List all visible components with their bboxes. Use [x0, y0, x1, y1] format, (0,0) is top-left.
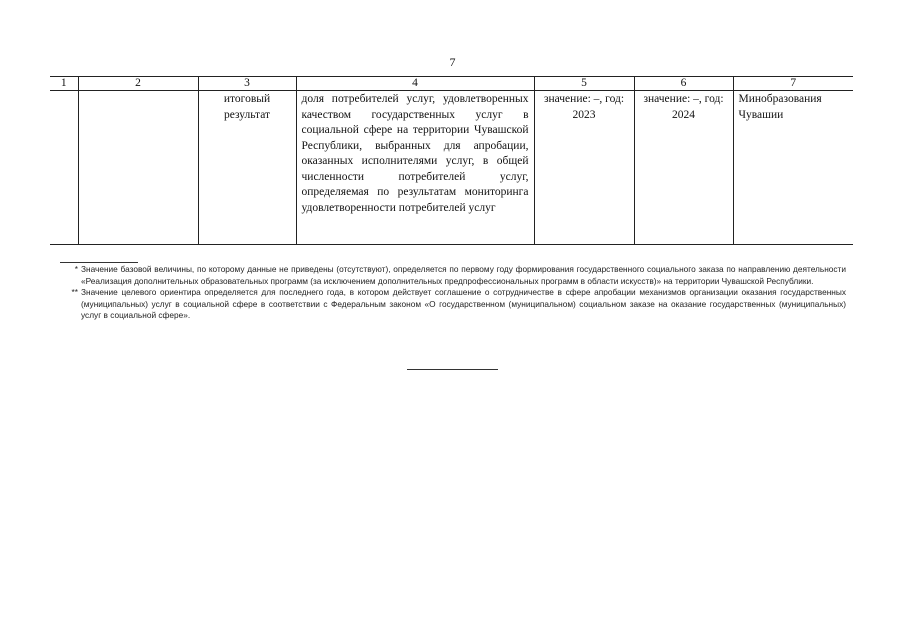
cell-responsible: Минобразования Чувашии: [733, 91, 853, 245]
column-header-5: 5: [534, 77, 634, 91]
cell-target-value: значение: –, год: 2024: [634, 91, 733, 245]
footnote-marker: *: [74, 264, 78, 274]
footnote-text: Значение целевого ориентира определяется для последнего года, в котором действует соглашение о сотрудничестве в сфере апробации механизмов организации оказания государственных (муниципальных) услуг в социальной сфере в соответствии с Федеральным законом «О государственном (муниципальном) социальном заказе на оказание государственных (муниципальных) услуг в социальной сфере».: [81, 287, 846, 320]
cell-base-value: значение: –, год: 2023: [534, 91, 634, 245]
cell-indicator: доля потребителей услуг, удовлетворенных качеством государственных услуг в социальной сфере на территории Чувашской Республики, выбранных для апробации, оказанных исполнителями услуг, в общей численности потребителей услуг, определяемая по результатам мониторинга удовлетворенности потребителей услуг: [296, 91, 534, 245]
footnote-divider: [60, 262, 138, 263]
column-header-3: 3: [198, 77, 296, 91]
page-number: 7: [449, 55, 456, 69]
end-of-document-line: [407, 369, 498, 370]
main-table: [50, 76, 853, 245]
column-header-6: 6: [634, 77, 733, 91]
column-header-2: 2: [78, 77, 198, 91]
table-header-row: [50, 77, 853, 91]
footnotes: [58, 264, 846, 322]
footnote-item: [58, 287, 846, 322]
column-header-4: 4: [296, 77, 534, 91]
column-header-1: 1: [50, 77, 78, 91]
footnote-text: Значение базовой величины, по которому данные не приведены (отсутствуют), определяется по первому году формирования государственного социального заказа по направлению деятельности «Реализация дополнительных образовательных программ (за исключением дополнительных предпрофессиональных программ в области искусств)» на территории Чувашской Республики.: [81, 264, 846, 286]
table-row: [50, 91, 853, 245]
cell-name: [78, 91, 198, 245]
footnote-marker: **: [71, 287, 78, 297]
column-header-7: 7: [733, 77, 853, 91]
cell-result-type: итоговый результат: [198, 91, 296, 245]
footnote-item: [58, 264, 846, 287]
cell-number: [50, 91, 78, 245]
